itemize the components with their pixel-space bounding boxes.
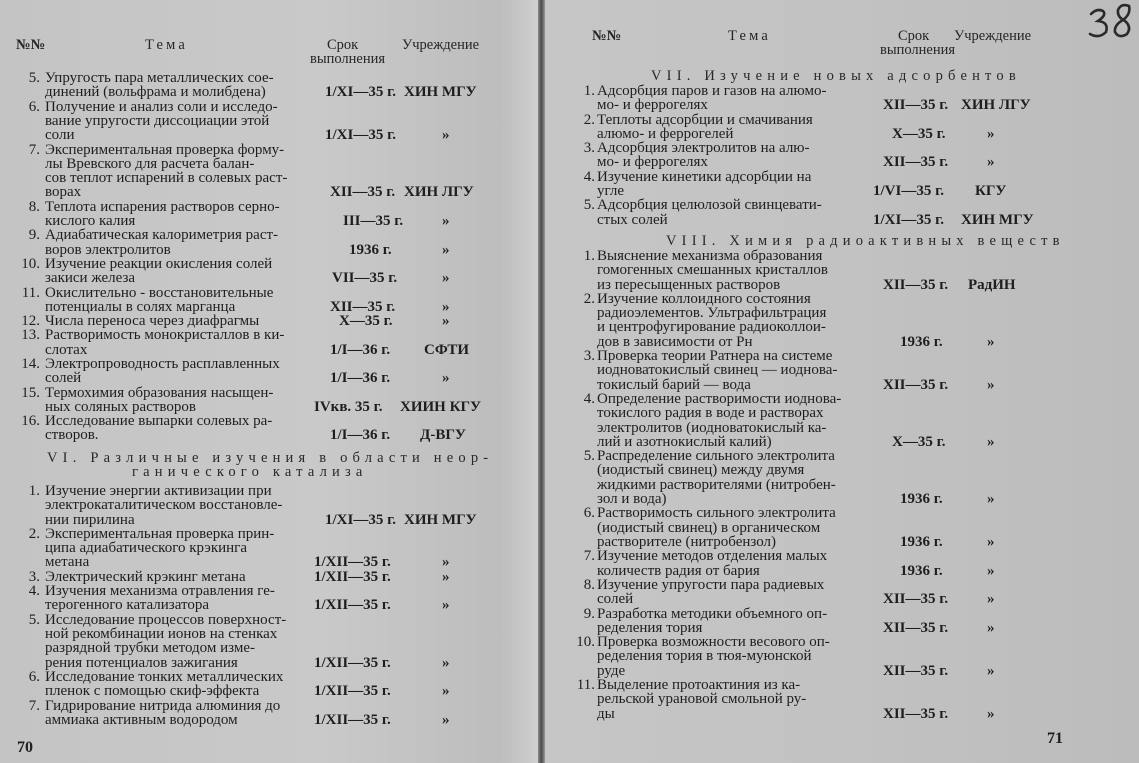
table-row [0, 71, 530, 100]
table-row [545, 449, 1135, 506]
item-theme-line: вание упругости диссоциации этой [45, 112, 270, 129]
item-term: X—35 г. [339, 313, 393, 330]
item-term: X—35 г. [892, 433, 946, 450]
item-theme-line: Определение растворимости иоднова- [597, 391, 842, 407]
table-row [0, 414, 530, 443]
item-number: 2. [583, 290, 595, 307]
item-theme-line: Теплота испарения растворов серно- [45, 198, 280, 215]
item-theme-line: пленок с помощью скиф-эффекта [45, 683, 260, 700]
table-row [545, 549, 1135, 578]
item-number: 6. [28, 668, 40, 685]
item-theme-line: слотах [45, 341, 88, 358]
item-institution: » [987, 662, 995, 679]
table-row [545, 635, 1135, 678]
item-theme-line: Распределение сильного электролита [597, 448, 835, 465]
item-theme-line: закиси железа [45, 270, 136, 287]
table-row [0, 257, 530, 286]
table-row [545, 198, 1135, 227]
section-heading-vi: VI. Различные изучения в области неор- [47, 450, 494, 466]
item-institution: » [442, 597, 450, 614]
item-institution: » [442, 127, 450, 144]
item-number: 9. [28, 227, 40, 244]
table-row [0, 670, 530, 699]
left-page [0, 0, 538, 763]
table-row [545, 113, 1135, 142]
item-number: 6. [28, 98, 40, 115]
table-row [0, 328, 530, 357]
item-theme-line: растворителе (нитробензол) [597, 533, 777, 550]
item-institution: Д-ВГУ [420, 427, 466, 444]
table-row [545, 84, 1135, 113]
item-number: 7. [28, 141, 40, 158]
item-theme-line: рения потенциалов зажигания [45, 654, 238, 671]
book-spine [538, 0, 545, 763]
item-institution: » [987, 533, 995, 550]
item-term: XII—35 г. [883, 705, 949, 722]
item-theme-line: разрядной трубки методом изме- [45, 640, 256, 657]
item-theme-line: Исследование процессов поверхност- [45, 611, 287, 628]
item-number: 4. [583, 168, 595, 185]
section-heading-vi-line2: ганического катализа [132, 464, 368, 480]
item-theme-line: (иодистый свинец) между двумя [597, 462, 805, 479]
item-term: 1/XII—35 г. [314, 711, 391, 728]
item-number: 10. [21, 255, 40, 272]
item-number: 13. [21, 327, 40, 344]
item-theme-line: динений (вольфрама и молибдена) [45, 84, 266, 101]
item-theme-line: Упругость пара металлических сое- [45, 70, 274, 86]
header-term-2: выполнения [880, 42, 956, 58]
item-theme-line: электрокаталитическом восстановле- [45, 497, 283, 514]
item-term: X—35 г. [892, 125, 946, 142]
table-row [0, 100, 530, 143]
item-theme-line: сов теплот испарений в солевых раст- [45, 170, 288, 187]
item-term: XII—35 г. [883, 591, 949, 608]
item-theme-line: ределения тория в тюя-муюнской [597, 648, 812, 665]
item-term: 1/XI—35 г. [873, 211, 944, 228]
item-term: XII—35 г. [883, 619, 949, 636]
item-term: 1/I—36 г. [330, 341, 391, 358]
item-institution: » [987, 619, 995, 636]
item-term: 1936 г. [900, 491, 943, 508]
item-number: 1. [28, 483, 40, 499]
item-theme-line: руде [597, 662, 626, 679]
item-theme-line: солей [597, 591, 634, 608]
item-term: 1936 г. [900, 333, 943, 350]
item-term: 1936 г. [900, 562, 943, 579]
item-institution: » [442, 313, 450, 330]
item-institution: » [442, 298, 450, 315]
header-term: Срок [898, 28, 930, 44]
item-number: 3. [28, 568, 40, 585]
item-number: 1. [583, 83, 595, 99]
item-term: III—35 г. [343, 212, 404, 229]
item-theme-line: солей [45, 370, 82, 387]
item-theme-line: (иодистый свинец) в органическом [597, 519, 821, 536]
item-institution: » [987, 591, 995, 608]
item-term: 1936 г. [900, 533, 943, 550]
item-theme-line: ных соляных растворов [45, 398, 196, 415]
item-term: 1/I—36 г. [330, 370, 391, 387]
item-institution: КГУ [975, 183, 1007, 200]
item-institution: » [442, 212, 450, 229]
item-theme-line: Проверка теории Ратнера на системе [597, 348, 833, 365]
item-term: XII—35 г. [330, 298, 396, 315]
item-number: 2. [583, 111, 595, 128]
item-theme-line: Электропроводность расплавленных [45, 356, 280, 372]
header-theme: Тема [145, 37, 189, 53]
header-institution: Учреждение [402, 37, 480, 53]
item-institution: » [442, 654, 450, 671]
table-row [0, 143, 530, 200]
item-number: 7. [583, 548, 595, 565]
item-theme-line: Изучение энергии активизации при [45, 483, 272, 499]
item-term: XII—35 г. [883, 376, 949, 393]
item-term: XII—35 г. [330, 184, 396, 201]
item-number: 5. [583, 197, 595, 214]
table-row [0, 584, 530, 613]
item-theme-line: Термохимия образования насыщен- [45, 384, 274, 401]
item-number: 12. [21, 313, 40, 330]
item-term: 1/I—36 г. [330, 427, 391, 444]
item-term: XII—35 г. [883, 154, 949, 171]
item-theme-line: количеств радия от бария [597, 562, 760, 579]
item-theme-line: Разработка методики объемного оп- [597, 605, 828, 622]
table-row [0, 570, 530, 584]
item-institution: » [987, 125, 995, 142]
header-term-2: выполнения [310, 51, 386, 67]
item-theme-line: Изучения механизма отравления ге- [45, 583, 275, 600]
item-number: 1. [583, 248, 595, 264]
item-number: 8. [583, 576, 595, 593]
item-number: 3. [583, 140, 595, 157]
item-theme-line: угле [597, 183, 625, 200]
item-institution: » [442, 711, 450, 728]
item-theme-line: Адиабатическая калориметрия раст- [45, 227, 279, 244]
item-institution: » [442, 683, 450, 700]
item-term: XII—35 г. [883, 97, 949, 114]
item-term: 1/XII—35 г. [314, 597, 391, 614]
item-theme-line: Проверка возможности весового оп- [597, 634, 830, 651]
table-row [0, 527, 530, 570]
item-term: 1936 г. [349, 241, 392, 258]
item-number: 11. [576, 677, 595, 693]
item-theme-line: кислого калия [45, 212, 136, 229]
item-institution: ХИН МГУ [404, 511, 477, 528]
item-number: 5. [28, 70, 40, 86]
item-number: 14. [21, 356, 40, 372]
item-institution: » [442, 568, 450, 585]
item-theme-line: Растворимость сильного электролита [597, 505, 836, 522]
item-number: 15. [21, 384, 40, 401]
item-theme-line: дов в зависимости от Pн [597, 333, 753, 350]
item-theme-line: Исследование выпарки солевых ра- [45, 413, 273, 430]
item-term: 1/XII—35 г. [314, 554, 391, 571]
section-heading-viii: VIII. Химия радиоактивных веществ [666, 233, 1065, 249]
item-institution: » [987, 433, 995, 450]
item-institution: » [987, 491, 995, 508]
item-theme-line: электролитов (иодноватокислый ка- [597, 419, 827, 436]
item-institution: » [442, 241, 450, 258]
item-institution: СФТИ [424, 341, 470, 358]
item-theme-line: Окислительно - восстановительные [45, 284, 274, 301]
table-row [0, 314, 530, 328]
item-theme-line: гомогенных смешанных кристаллов [597, 262, 828, 279]
item-institution: » [987, 154, 995, 171]
item-theme-line: метана [45, 554, 90, 571]
item-theme-line: Адсорбция целюлозой свинцевати- [597, 197, 822, 214]
item-institution: РадИН [968, 276, 1016, 293]
table-row [545, 506, 1135, 549]
right-page [545, 0, 1139, 763]
handwritten-number-38 [1085, 2, 1135, 42]
header-num: №№ [16, 37, 46, 53]
item-institution: ХИН МГУ [404, 84, 477, 101]
item-term: 1/XI—35 г. [325, 127, 396, 144]
table-row [0, 228, 530, 257]
item-number: 4. [28, 583, 40, 600]
item-theme-line: ной рекомбинации ионов на стенках [45, 625, 278, 642]
item-institution: ХИИН КГУ [400, 398, 482, 415]
item-number: 3. [583, 348, 595, 365]
item-number: 4. [583, 391, 595, 407]
item-theme-line: Растворимость монокристаллов в ки- [45, 327, 285, 344]
item-institution: ХИН ЛГУ [961, 97, 1031, 114]
item-theme-line: Изучение коллоидного состояния [597, 290, 811, 307]
item-theme-line: потенциалы в солях марганца [45, 298, 236, 315]
item-theme-line: ворах [45, 184, 82, 201]
item-institution: » [442, 270, 450, 287]
header-theme: Тема [728, 28, 772, 44]
table-row [545, 141, 1135, 170]
table-row [545, 292, 1135, 349]
item-theme-line: Исследование тонких металлических [45, 668, 284, 685]
item-institution: » [987, 562, 995, 579]
item-term: 1/XII—35 г. [314, 568, 391, 585]
item-number: 7. [28, 697, 40, 714]
item-theme-line: лий и азотнокислый калий) [597, 433, 772, 450]
item-theme-line: и центрофугирование радиоколлои- [597, 319, 826, 336]
table-row [545, 678, 1135, 721]
item-theme-line: нии пирилина [45, 511, 135, 528]
item-theme-line: токислого радия в воде и растворах [597, 405, 824, 422]
header-num: №№ [592, 28, 622, 44]
item-theme-line: Получение и анализ соли и исследо- [45, 98, 278, 115]
header-institution: Учреждение [954, 28, 1032, 44]
table-row [0, 357, 530, 386]
item-theme-line: ределения тория [597, 619, 703, 636]
item-term: IVкв. 35 г. [314, 398, 383, 415]
item-number: 6. [583, 505, 595, 522]
item-theme-line: ципа адиабатического крэкинга [45, 540, 247, 557]
item-theme-line: Адсорбция электролитов на алю- [597, 140, 810, 157]
item-theme-line: Экспериментальная проверка прин- [45, 525, 275, 542]
item-theme-line: лы Вревского для расчета балан- [45, 155, 255, 172]
item-theme-line: створов. [45, 427, 99, 444]
table-row [0, 386, 530, 415]
item-theme-line: Электрический крэкинг метана [45, 568, 246, 585]
item-theme-line: терогенного катализатора [45, 597, 209, 614]
item-term: 1/XI—35 г. [325, 511, 396, 528]
item-institution: ХИН МГУ [961, 211, 1034, 228]
item-term: VII—35 г. [332, 270, 398, 287]
item-theme-line: иодноватокислый свинец — иоднова- [597, 362, 838, 379]
item-theme-line: Теплоты адсорбции и смачивания [597, 111, 813, 128]
item-number: 5. [28, 611, 40, 628]
item-institution: » [987, 376, 995, 393]
item-theme-line: стых солей [597, 211, 668, 228]
item-number: 9. [583, 605, 595, 622]
table-row [545, 249, 1135, 292]
item-theme-line: алюмо- и феррогелей [597, 125, 734, 142]
item-number: 16. [21, 413, 40, 430]
item-institution: » [442, 554, 450, 571]
table-row [0, 699, 530, 728]
item-institution: » [987, 705, 995, 722]
item-theme-line: Экспериментальная проверка форму- [45, 141, 285, 158]
item-term: XII—35 г. [883, 276, 949, 293]
table-row [545, 349, 1135, 392]
item-term: 1/XI—35 г. [325, 84, 396, 101]
section-heading-vii: VII. Изучение новых адсорбентов [651, 68, 1021, 84]
item-institution: ХИН ЛГУ [404, 184, 474, 201]
item-number: 2. [28, 525, 40, 542]
item-number: 5. [583, 448, 595, 465]
item-theme-line: Выяснение механизма образования [597, 248, 823, 264]
header-term: Срок [327, 37, 359, 53]
table-row [0, 286, 530, 315]
item-theme-line: Изучение методов отделения малых [597, 548, 828, 565]
page-number: 71 [1047, 730, 1063, 747]
item-theme-line: Изучение реакции окисления солей [45, 255, 273, 272]
item-theme-line: Гидрирование нитрида алюминия до [45, 697, 281, 714]
item-theme-line: жидкими растворителями (нитробен- [597, 476, 836, 493]
item-theme-line: зол и вода) [597, 491, 667, 508]
item-theme-line: токислый барий — вода [597, 376, 751, 393]
item-term: 1/XII—35 г. [314, 683, 391, 700]
item-theme-line: Изучение кинетики адсорбции на [597, 168, 812, 185]
item-number: 10. [576, 634, 595, 651]
item-theme-line: воров электролитов [45, 241, 171, 258]
item-theme-line: аммиака активным водородом [45, 711, 238, 728]
item-theme-line: мо- и феррогелях [597, 97, 708, 114]
table-row [545, 392, 1135, 449]
item-theme-line: из пересыщенных растворов [597, 276, 781, 293]
item-number: 8. [28, 198, 40, 215]
item-theme-line: радиоэлементов. Ультрафильтрация [597, 305, 827, 322]
item-theme-line: соли [45, 127, 75, 144]
table-row [0, 613, 530, 670]
table-row [545, 170, 1135, 199]
table-row [545, 607, 1135, 636]
item-number: 11. [21, 284, 40, 301]
item-institution: » [987, 333, 995, 350]
item-theme-line: Числа переноса через диафрагмы [45, 313, 260, 330]
item-theme-line: мо- и феррогелях [597, 154, 708, 171]
table-row [0, 484, 530, 527]
table-row [545, 578, 1135, 607]
item-term: 1/XII—35 г. [314, 654, 391, 671]
table-row [0, 200, 530, 229]
item-term: 1/VI—35 г. [873, 183, 944, 200]
page-number: 70 [17, 739, 33, 756]
item-theme-line: ды [597, 705, 615, 722]
item-theme-line: Изучение упругости пара радиевых [597, 576, 825, 593]
item-theme-line: Адсорбция паров и газов на алюмо- [597, 83, 827, 99]
item-theme-line: рельской урановой смольной ру- [597, 691, 807, 708]
item-theme-line: Выделение протоактиния из ка- [597, 677, 801, 693]
item-term: XII—35 г. [883, 662, 949, 679]
item-institution: » [442, 370, 450, 387]
